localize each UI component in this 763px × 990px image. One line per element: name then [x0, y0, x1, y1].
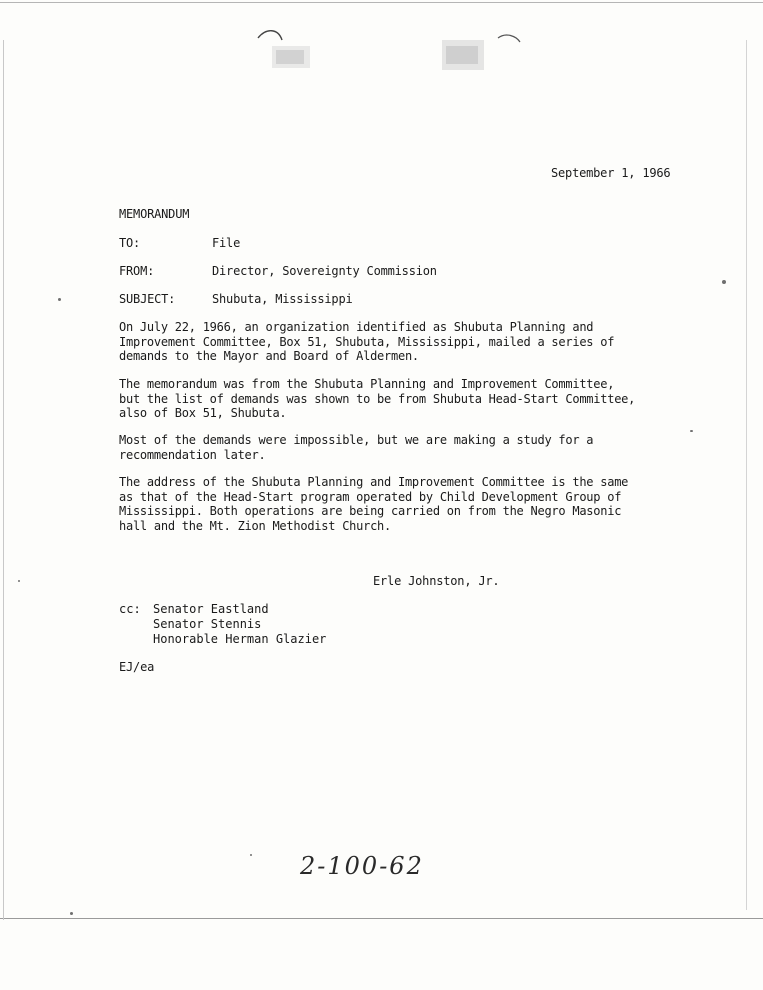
cc-label: cc:	[119, 602, 141, 616]
paragraph-line: hall and the Mt. Zion Methodist Church.	[119, 518, 392, 533]
paragraph-line: also of Box 51, Shubuta.	[119, 406, 287, 420]
paragraph-line: Improvement Committee, Box 51, Shubuta, Mississippi, mailed a series of	[119, 334, 615, 349]
cc-row	[119, 617, 326, 632]
scan-speck	[18, 580, 20, 582]
paragraph-line: Mississippi. Both operations are being carried on from the Negro Masonic	[119, 504, 622, 518]
punch-hole-mark-left	[252, 26, 322, 76]
body-paragraph-2	[119, 377, 639, 421]
scan-left-edge	[3, 40, 4, 920]
paragraph-line: On July 22, 1966, an organization identified as Shubuta Planning and	[119, 320, 594, 334]
paragraph-line: as that of the Head-Start program operated by Child Development Group of	[119, 489, 622, 504]
cc-recipient: Honorable Herman Glazier	[153, 632, 327, 646]
cc-spacer	[119, 617, 153, 632]
scan-speck	[250, 854, 252, 856]
cc-spacer	[119, 632, 153, 647]
typist-initials: EJ/ea	[119, 660, 155, 674]
cc-recipient: Senator Stennis	[153, 617, 262, 631]
paragraph-line: recommendation later.	[119, 447, 266, 462]
cc-row	[119, 632, 326, 647]
subject-label: SUBJECT:	[119, 292, 176, 306]
to-value: File	[212, 236, 241, 250]
from-label: FROM:	[119, 264, 155, 278]
paragraph-line: Most of the demands were impossible, but we are making a study for a	[119, 433, 594, 447]
body-paragraph-1	[119, 320, 639, 364]
body-paragraph-4	[119, 475, 639, 533]
paragraph-line: The memorandum was from the Shubuta Planning and Improvement Committee,	[119, 377, 615, 391]
cc-recipient: Senator Eastland	[153, 602, 269, 616]
from-value: Director, Sovereignty Commission	[212, 264, 437, 278]
paragraph-line: demands to the Mayor and Board of Aldermen.	[119, 349, 419, 363]
memo-heading: MEMORANDUM	[119, 207, 190, 221]
scan-speck	[70, 912, 73, 915]
body-paragraph-3	[119, 433, 639, 462]
scan-speck	[58, 298, 61, 301]
subject-value: Shubuta, Mississippi	[212, 292, 353, 306]
handwritten-file-number: 2-100-62	[300, 852, 424, 880]
paragraph-line: The address of the Shubuta Planning and Improvement Committee is the same	[119, 475, 629, 489]
scan-speck	[690, 430, 693, 432]
signature-name: Erle Johnston, Jr.	[373, 574, 500, 588]
punch-hole-mark-right	[436, 30, 526, 80]
scan-speck	[722, 280, 726, 284]
scan-right-edge	[746, 40, 747, 910]
scan-top-edge	[0, 2, 763, 3]
to-label: TO:	[119, 236, 141, 250]
cc-row	[119, 602, 326, 617]
scan-bottom-edge	[0, 918, 763, 919]
cc-list	[119, 602, 326, 647]
memo-date: September 1, 1966	[551, 166, 671, 180]
paragraph-line: but the list of demands was shown to be from Shubuta Head-Start Committee,	[119, 391, 636, 406]
